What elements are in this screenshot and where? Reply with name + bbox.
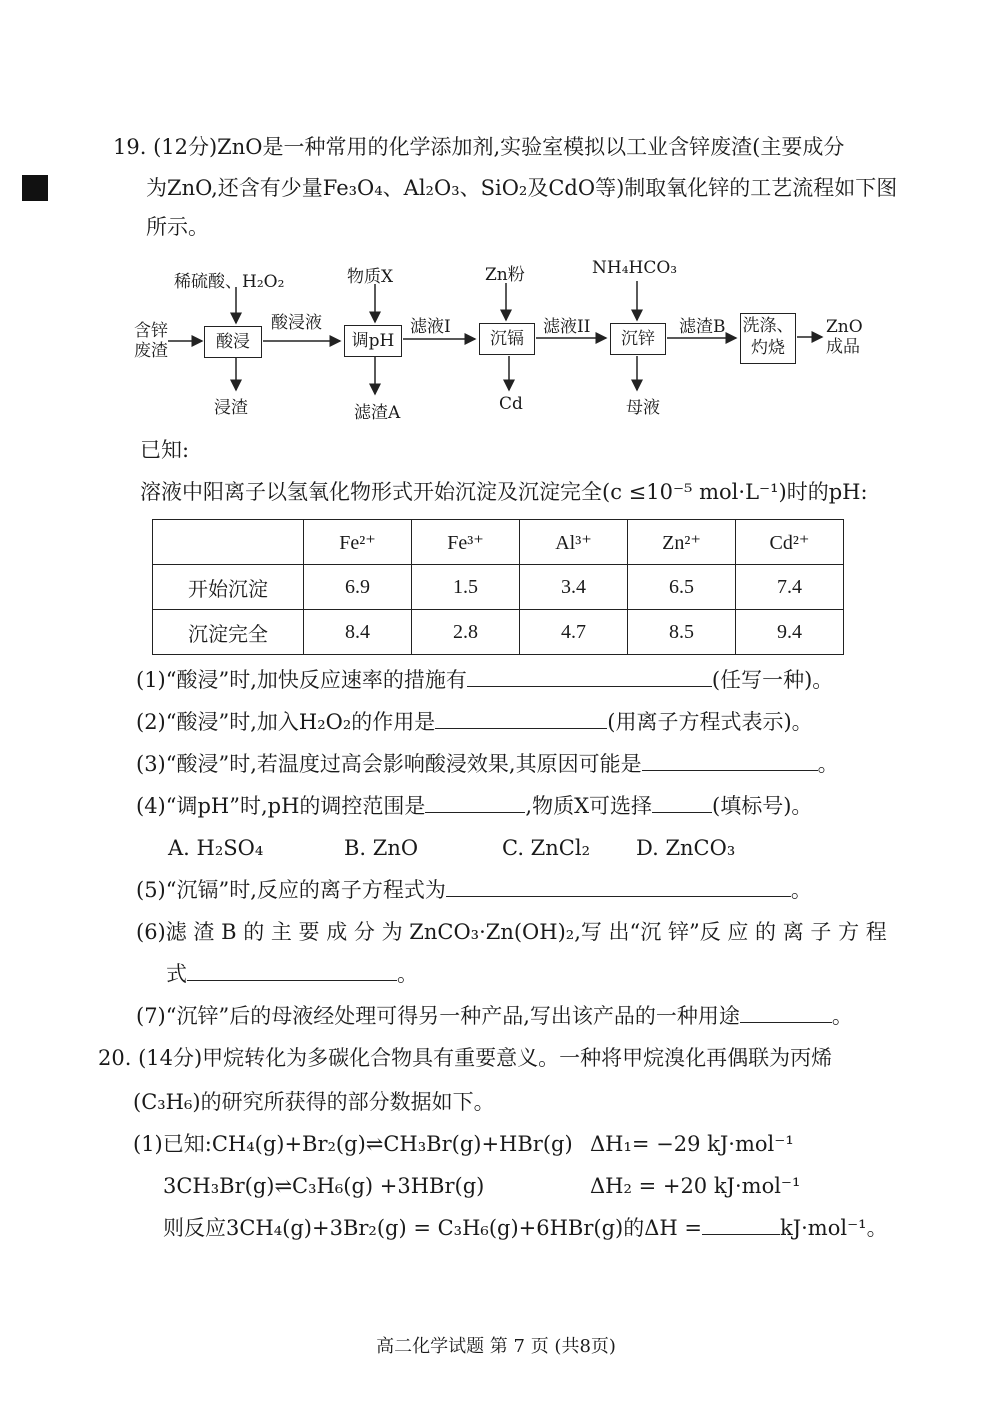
label-filtrate-1: 滤液I xyxy=(410,317,451,337)
q19-part6: (6)滤 渣 B 的 主 要 成 分 为 ZnCO₃·Zn(OH)₂,写 出“沉 锌”反 应 的 离 子 方 程 xyxy=(136,920,887,944)
option-b: B. ZnO xyxy=(344,836,419,860)
label-leach-residue: 浸渣 xyxy=(214,398,248,418)
q20-eq1: (1)已知:CH₄(g)+Br₂(g)⇌CH₃Br(g)+HBr(g) xyxy=(133,1132,573,1156)
answer-blank[interactable] xyxy=(425,792,525,813)
box-adjust-ph: 调pH xyxy=(344,325,402,357)
label-mother-liquor: 母液 xyxy=(626,398,660,418)
reagent-x: 物质X xyxy=(347,267,394,287)
label-cd: Cd xyxy=(499,394,523,414)
q19-line1: 19. (12分)ZnO是一种常用的化学添加剂,实验室模拟以工业含锌废渣(主要成分 xyxy=(113,135,845,159)
q19-part3: (3)“酸浸”时,若温度过高会影响酸浸效果,其原因可能是 。 xyxy=(136,752,839,776)
option-a: A. H₂SO₄ xyxy=(168,836,264,860)
label-residue-a: 滤渣A xyxy=(354,403,401,423)
q20-line2: (C₃H₆)的研究所获得的部分数据如下。 xyxy=(133,1090,495,1114)
flow-input: 含锌 废渣 xyxy=(134,321,168,361)
answer-blank[interactable] xyxy=(740,1002,832,1023)
answer-blank[interactable] xyxy=(446,876,791,897)
box-zn-precip: 沉锌 xyxy=(610,323,666,355)
box-acid-leach: 酸浸 xyxy=(204,326,262,358)
answer-blank[interactable] xyxy=(652,792,712,813)
known-heading: 已知: xyxy=(140,438,190,462)
label-filtrate-2: 滤液II xyxy=(543,317,591,337)
answer-blank[interactable] xyxy=(702,1214,780,1235)
q20-line1: 20. (14分)甲烷转化为多碳化合物具有重要意义。一种将甲烷溴化再偶联为丙烯 xyxy=(98,1046,833,1070)
option-c: C. ZnCl₂ xyxy=(502,836,590,860)
flowchart-arrows xyxy=(0,0,992,440)
flow-output: ZnO 成品 xyxy=(826,317,863,357)
ph-data-table xyxy=(152,519,844,655)
q19-part7: (7)“沉锌”后的母液经处理可得另一种产品,写出该产品的一种用途 。 xyxy=(136,1004,853,1028)
label-residue-b: 滤渣B xyxy=(679,317,726,337)
q19-part6-cont: 式 。 xyxy=(166,962,418,986)
q19-part4: (4)“调pH”时,pH的调控范围是 ,物质X可选择 (填标号)。 xyxy=(136,794,813,818)
q19-part2: (2)“酸浸”时,加入H₂O₂的作用是 (用离子方程式表示)。 xyxy=(136,710,813,734)
q19-part5: (5)“沉镉”时,反应的离子方程式为 。 xyxy=(136,878,812,902)
table-row: 开始沉淀 6.9 1.5 3.4 6.5 7.4 xyxy=(153,565,844,610)
answer-blank[interactable] xyxy=(467,666,712,687)
reagent-zn: Zn粉 xyxy=(485,265,525,285)
reagent-acid: 稀硫酸、H₂O₂ xyxy=(174,272,285,292)
option-d: D. ZnCO₃ xyxy=(636,836,736,860)
box-wash-calcine: 洗涤、 灼烧 xyxy=(740,313,796,364)
q20-eq2: 3CH₃Br(g)⇌C₃H₆(g) +3HBr(g) xyxy=(163,1174,485,1198)
answer-blank[interactable] xyxy=(187,960,397,981)
page-footer: 高二化学试题 第 7 页 (共8页) xyxy=(376,1336,616,1357)
known-description: 溶液中阳离子以氢氧化物形式开始沉淀及沉淀完全(c ≤10⁻⁵ mol·L⁻¹)时的pH: xyxy=(140,480,868,504)
q20-dh2: ΔH₂ = +20 kJ·mol⁻¹ xyxy=(590,1174,801,1198)
q20-dh1: ΔH₁= −29 kJ·mol⁻¹ xyxy=(590,1132,794,1156)
q19-part1: (1)“酸浸”时,加快反应速率的措施有 (任写一种)。 xyxy=(136,668,834,692)
label-leachate: 酸浸液 xyxy=(271,313,322,333)
q19-line3: 所示。 xyxy=(146,215,209,239)
q20-eq3: 则反应3CH₄(g)+3Br₂(g) = C₃H₆(g)+6HBr(g)的ΔH = kJ·mol⁻¹。 xyxy=(163,1216,888,1240)
reagent-nh4hco3: NH₄HCO₃ xyxy=(592,258,678,278)
table-row: Fe²⁺ Fe³⁺ Al³⁺ Zn²⁺ Cd²⁺ xyxy=(153,520,844,565)
box-cd-precip: 沉镉 xyxy=(479,323,535,355)
q19-line2: 为ZnO,还含有少量Fe₃O₄、Al₂O₃、SiO₂及CdO等)制取氧化锌的工艺流程如下图 xyxy=(146,176,898,200)
answer-blank[interactable] xyxy=(642,750,818,771)
answer-blank[interactable] xyxy=(435,708,607,729)
table-row: 沉淀完全 8.4 2.8 4.7 8.5 9.4 xyxy=(153,610,844,655)
